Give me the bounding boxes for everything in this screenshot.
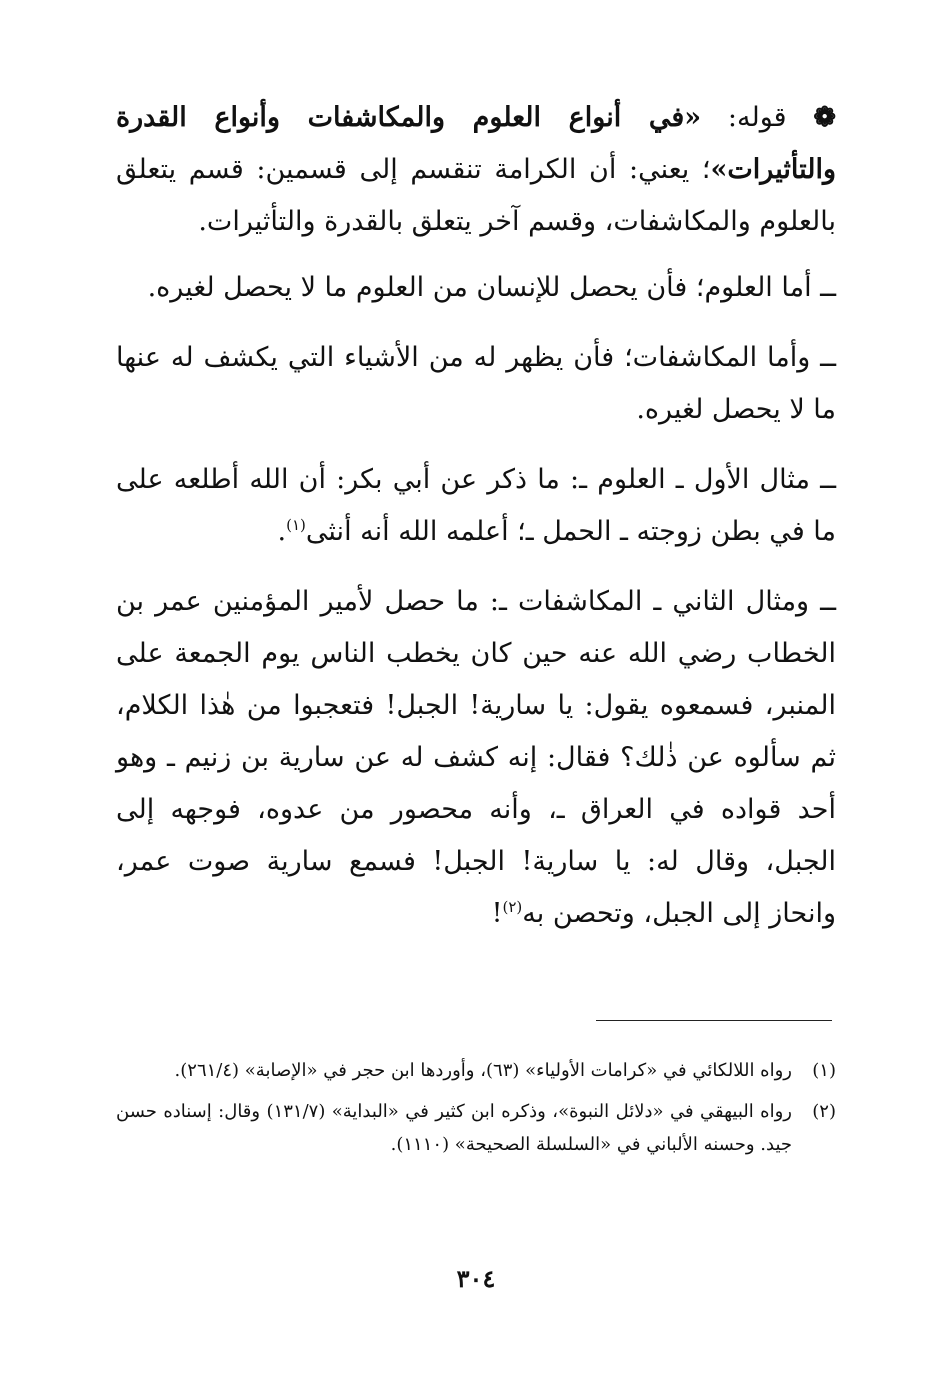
footnote-ref-2[interactable]: (٢) — [502, 898, 523, 916]
intro-quote: «في أنواع العلوم والمكاشفات وأنواع القدرة والتأثيرات» — [116, 102, 836, 185]
footnote-text: رواه اللالكائي في «كرامات الأولياء» (٦٣)، وأوردها ابن حجر في «الإصابة» (٢٦١/٤). — [174, 1060, 792, 1081]
paragraph-revelations: ــ وأما المكاشفات؛ فأن يظهر له من الأشياء التي يكشف له عنها ما لا يحصل لغيره. — [116, 342, 836, 425]
second-example-end: ! — [491, 898, 503, 929]
first-example-text: ــ مثال الأول ـ العلوم ـ: ما ذكر عن أبي بكر: أن الله أطلعه على ما في بطن زوجته ـ الحمل ـ؛ أعلمه الله أنه أنثى — [116, 464, 836, 547]
footnote-number: (١) — [812, 1060, 836, 1081]
footnote-divider — [596, 1020, 832, 1021]
paragraph-second-example — [116, 576, 836, 940]
star-ornament: ❁ — [813, 102, 836, 133]
page-number: ٣٠٤ — [456, 1264, 496, 1293]
main-text — [116, 92, 836, 940]
footnote-text: رواه البيهقي في «دلائل النبوة»، وذكره ابن كثير في «البداية» (١٣١/٧) وقال: إسناده حسن جيد. وحسنه الألباني في «السلسلة الصحيحة» (١١١٠). — [116, 1101, 792, 1155]
first-example-end: . — [277, 516, 287, 547]
paragraph-knowledge: ــ أما العلوم؛ فأن يحصل للإنسان من العلوم ما لا يحصل لغيره. — [147, 272, 836, 303]
intro-lead: قوله: — [701, 102, 814, 133]
footnote-number: (٢) — [812, 1101, 836, 1122]
footnotes — [116, 1054, 836, 1169]
paragraph-intro — [116, 92, 836, 248]
paragraph-first-example — [116, 454, 836, 558]
second-example-text: ــ ومثال الثاني ـ المكاشفات ـ: ما حصل لأمير المؤمنين عمر بن الخطاب رضي الله عنه حين كان يخطب الناس يوم الجمعة على المنبر، فسمعوه يقول: يا سارية! الجبل! فتعجبوا من هٰذا الكلام، ثم سألوه عن ذٰلك؟ فقال: إنه كشف له عن سارية بن زنيم ـ وهو أحد قواده في العراق ـ، وأنه محصور من عدوه، فوجهه إلى الجبل، وقال له: يا سارية! الجبل! فسمع سارية صوت عمر، وانحاز إلى الجبل، وتحصن به — [116, 586, 836, 929]
intro-rest: ؛ يعني: أن الكرامة تنقسم إلى قسمين: قسم يتعلق بالعلوم والمكاشفات، وقسم آخر يتعلق بالقدرة والتأثيرات. — [116, 154, 836, 237]
footnote-ref-1[interactable]: (١) — [286, 516, 306, 534]
footnote-1 — [116, 1054, 836, 1087]
footnote-2 — [116, 1095, 836, 1161]
book-page — [116, 92, 836, 1362]
